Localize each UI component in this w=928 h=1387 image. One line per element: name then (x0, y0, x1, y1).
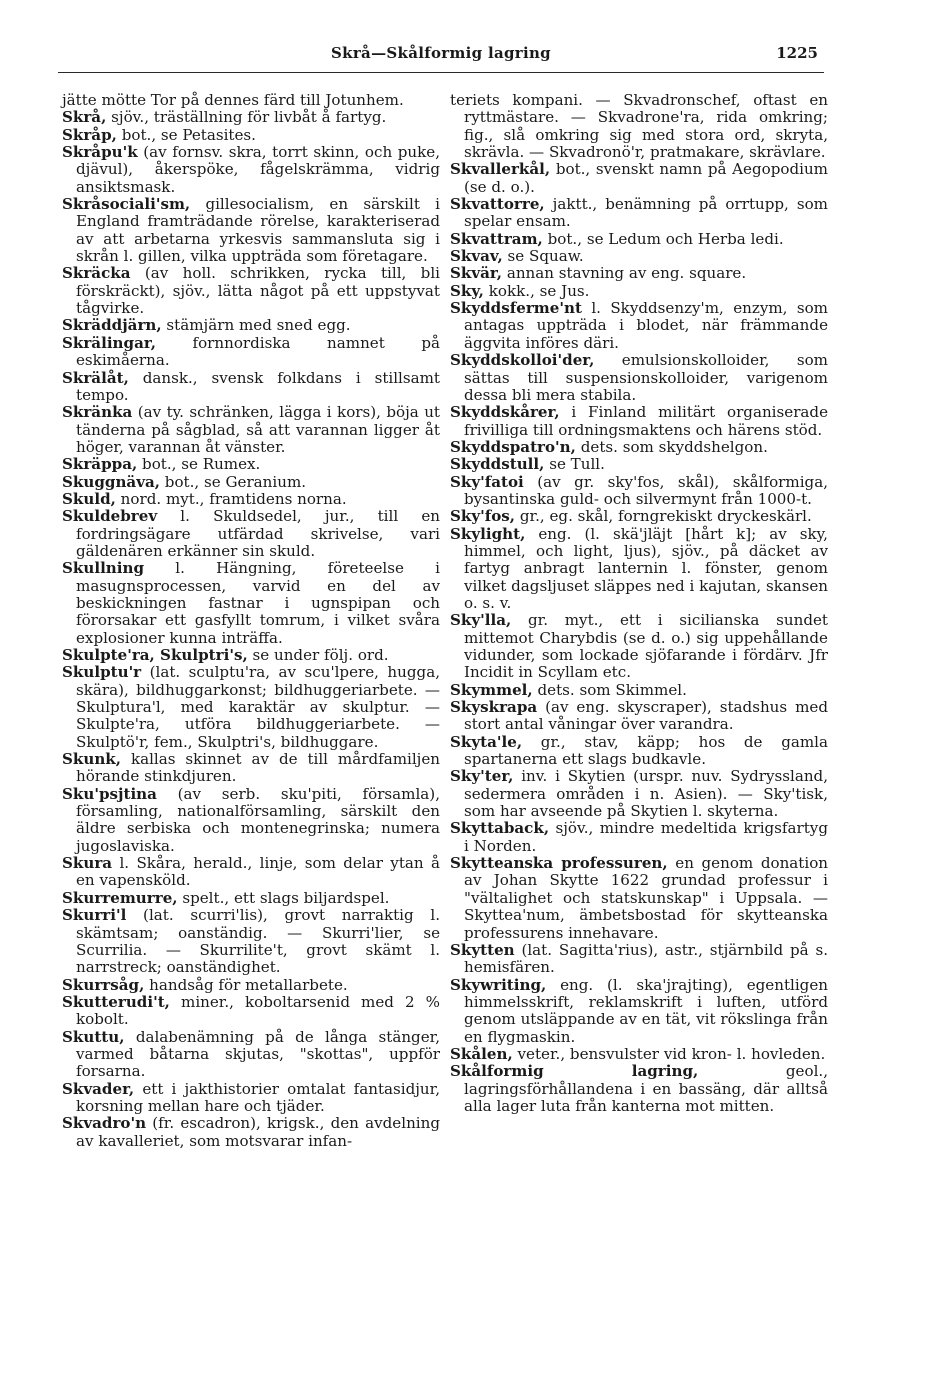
dictionary-entry (450, 682, 828, 699)
entry-headword: Skunk, (62, 750, 122, 769)
entry-headword: Skvav, (450, 247, 503, 266)
entry-headword: Skylight, (450, 524, 526, 543)
dictionary-entry (450, 196, 828, 231)
dictionary-entry (450, 699, 828, 734)
entry-headword: Skura (62, 854, 113, 873)
entry-headword: Skräppa, (62, 455, 138, 474)
dictionary-entry (62, 335, 440, 370)
entry-definition: stämjärn med sned egg. (161, 316, 351, 335)
dictionary-entry (62, 404, 440, 456)
entry-definition: nord. myt., framtidens norna. (115, 489, 347, 508)
entry-definition: gr. myt., ett i sicilianska sundet mittemot Charybdis (se d. o.) sig uppehållande vidunder, som lockade sjöfarande i fördärv. Jfr Incidit in Scyllam etc. (464, 611, 828, 682)
entry-definition: teriets kompani. — Skvadronschef, oftast en ryttmästare. — Skvadrone'ra, rida omkring; fig., slå omkring sig med stora ord, skryta, skrävla. — Skvadronö'r, pratmakare, skrävlare. (450, 91, 828, 162)
entry-definition: inv. i Skytien (urspr. nuv. Sydryssland, sedermera områden i n. Asien). — Sky'tisk, som har avseende på Skytien l. skyterna. (464, 767, 828, 821)
entry-headword: Skuldebrev (62, 507, 158, 526)
entry-headword: Skränka (62, 403, 133, 422)
dictionary-entry (62, 647, 440, 664)
dictionary-entry (62, 855, 440, 890)
entry-definition: se under följ. ord. (247, 646, 389, 664)
dictionary-entry (450, 283, 828, 300)
entry-definition: (lat. sculptu'ra, av scu'lpere, hugga, skära), bildhuggarkonst; bildhuggeriarbete. — Skulptura'l, med karaktär av skulptur. — Skulpte'ra, utföra bildhuggeriarbete. — Skulptö'r, fem., Skulptri's, bildhuggare. (76, 663, 440, 751)
dictionary-entry (62, 560, 440, 647)
entry-headword: Skyttaback, (450, 819, 550, 838)
dictionary-entry (450, 526, 828, 613)
entry-definition: sjöv., träställning för livbåt å fartyg. (106, 108, 387, 127)
entry-definition: dets. som Skimmel. (532, 680, 687, 699)
dictionary-entry (62, 265, 440, 317)
entry-definition: en genom donation av Johan Skytte 1622 grundad professur i "vältalighet och statskunskap" i Uppsala. — Skyttea'num, ämbetsbostad för skytteanska professurens innehavare. (464, 854, 829, 942)
dictionary-entry (450, 508, 828, 525)
entry-headword: Skyddspatro'n, (450, 437, 576, 456)
dictionary-entry (450, 977, 828, 1046)
dictionary-entry (62, 109, 440, 126)
entry-headword: Skurremurre, (62, 888, 178, 907)
dictionary-entry (450, 265, 828, 282)
dictionary-entry (62, 196, 440, 265)
entry-headword: Skvader, (62, 1079, 135, 1098)
running-head: Skrå—Skålformig lagring (331, 44, 551, 62)
entry-definition: l. Skyddsenzy'm, enzym, som antagas uppträda i blodet, när främmande äggvita införes däri. (464, 299, 828, 352)
entry-definition: eng. (l. skä'jläjt [hårt k]; av sky, himmel, och light, ljus), sjöv., på däcket av fartyg anbragt lanternin l. fönster, genom vilket dagsljuset släppes ned i kajutan, skansen o. s. v. (464, 524, 829, 612)
entry-headword: Sky'lla, (450, 611, 512, 630)
entry-headword: Skålen, (450, 1044, 513, 1063)
dictionary-entry (62, 907, 440, 976)
entry-headword: Sky'fos, (450, 507, 516, 526)
entry-definition: dansk., svensk folkdans i stillsamt tempo. (76, 368, 440, 404)
dictionary-entry (62, 144, 440, 196)
dictionary-entry (450, 942, 828, 977)
entry-headword: Skulptu'r (62, 663, 142, 682)
entry-definition: handsåg för metallarbete. (144, 975, 348, 994)
dictionary-entry (62, 370, 440, 405)
entry-definition: gillesocialism, en särskilt i England framträdande rörelse, karakteriserad av att arbetarna yrkesvis sammansluta sig i skrån l. gillen, vilka uppträda som företagare. (76, 195, 440, 266)
header-rule (58, 72, 824, 73)
dictionary-entry (450, 456, 828, 473)
dictionary-entry (62, 474, 440, 491)
entry-headword: Skyta'le, (450, 732, 523, 751)
entry-headword: Skvär, (450, 264, 503, 283)
page-number: 1225 (776, 44, 818, 62)
entry-definition: bot., se Ledum och Herba ledi. (542, 229, 784, 248)
dictionary-entry (450, 734, 828, 769)
entry-definition: annan stavning av eng. square. (502, 264, 747, 283)
dictionary-entry (450, 1063, 828, 1115)
right-column (450, 92, 828, 1115)
entry-headword: Skullning (62, 559, 145, 578)
entry-headword: Skråsociali'sm, (62, 195, 191, 214)
dictionary-entry (450, 855, 828, 942)
dictionary-entry (450, 768, 828, 820)
left-column (62, 92, 440, 1150)
entry-definition: emulsionskolloider, som sättas till suspensionskolloider, varigenom dessa bli mera stabila. (464, 351, 828, 404)
entry-headword: Skutterudi't, (62, 992, 170, 1011)
entry-definition: sjöv., mindre medeltida krigsfartyg i Norden. (464, 819, 828, 855)
dictionary-entry (62, 317, 440, 334)
dictionary-entry (450, 439, 828, 456)
entry-headword: Skrå, (62, 108, 107, 127)
dictionary-entry (62, 994, 440, 1029)
entry-definition: bot., se Petasites. (116, 125, 256, 144)
entry-headword: Sky'fatoi (450, 472, 524, 491)
entry-headword: Sky'ter, (450, 767, 514, 786)
entry-definition: eng. (l. ska'jrajting), egentligen himmelsskrift, reklamskrift i luften, utförd genom utsläppande av en tät, vit rökslinga från en flygmaskin. (464, 975, 828, 1046)
dictionary-entry (450, 300, 828, 352)
entry-definition: (av gr. sky'fos, skål), skålformiga, bysantinska guld- och silvermynt från 1000-t. (464, 472, 828, 508)
entry-definition: (av serb. sku'piti, församla), församling, nationalförsamling, särskilt den äldre serbiska och montenegrinska; numera jugoslaviska. (76, 784, 440, 855)
entry-definition: jätte mötte Tor på dennes färd till Jotunhem. (62, 91, 404, 109)
entry-definition: bot., se Rumex. (137, 455, 261, 474)
dictionary-entry (62, 1081, 440, 1116)
entry-definition: miner., koboltarsenid med 2 % kobolt. (76, 992, 440, 1029)
entry-headword: Skurri'l (62, 906, 127, 925)
entry-definition: bot., svenskt namn på Aegopodium (se d. o.). (464, 160, 828, 196)
entry-headword: Sku'psjtina (62, 784, 157, 803)
entry-definition: jaktt., benämning på orrtupp, som spelar ensam. (464, 195, 828, 231)
entry-definition: (lat. Sagitta'rius), astr., stjärnbild på s. hemisfären. (464, 940, 828, 977)
dictionary-entry (62, 456, 440, 473)
dictionary-entry (62, 977, 440, 994)
dictionary-entry (450, 404, 828, 439)
dictionary-entry (62, 127, 440, 144)
dictionary-entry (450, 248, 828, 265)
dictionary-entry (450, 1046, 828, 1063)
entry-definition: dalabenämning på de långa stänger, varmed båtarna skjutas, "skottas", uppför forsarna. (76, 1027, 440, 1081)
entry-definition: (av ty. schränken, lägga i kors), böja ut tänderna på sågblad, så att varannan ligger åt höger, varannan åt vänster. (76, 403, 440, 456)
entry-definition: kokk., se Jus. (483, 281, 590, 300)
entry-headword: Skymmel, (450, 680, 533, 699)
entry-headword: Skuld, (62, 489, 116, 508)
entry-headword: Skvattorre, (450, 195, 545, 214)
entry-headword: Skrälingar, (62, 333, 156, 352)
entry-headword: Skråpu'k (62, 143, 138, 162)
dictionary-entry (62, 1029, 440, 1081)
dictionary-entry (62, 508, 440, 560)
entry-definition: (av fornsv. skra, torrt skinn, och puke, djävul), åkerspöke, fågelskrämma, vidrig ansiktsmask. (76, 143, 440, 196)
entry-definition: l. Skåra, herald., linje, som delar ytan å en vapensköld. (76, 854, 440, 890)
entry-headword: Skyskrapa (450, 698, 538, 717)
entry-definition: se Tull. (544, 455, 605, 474)
entry-headword: Skyddstull, (450, 455, 545, 474)
entry-headword: Skrälåt, (62, 368, 129, 387)
dictionary-entry (62, 1115, 440, 1150)
entry-headword: Sky, (450, 281, 484, 300)
dictionary-entry (450, 231, 828, 248)
entry-definition: i Finland militärt organiserade frivilliga till ordningsmaktens och härens stöd. (464, 403, 828, 439)
entry-definition: geol., lagringsförhållandena i en bassäng, där alltså alla lager luta från kanterna mot mitten. (464, 1062, 828, 1115)
entry-headword: Skvadro'n (62, 1114, 147, 1133)
entry-definition: kallas skinnet av de till mårdfamiljen hörande stinkdjuren. (76, 750, 440, 786)
dictionary-entry (62, 491, 440, 508)
entry-definition: se Squaw. (502, 247, 584, 266)
entry-headword: Skulpte'ra, Skulptri's, (62, 646, 248, 664)
entry-definition: veter., bensvulster vid kron- l. hovleden. (512, 1044, 826, 1063)
dictionary-entry (450, 161, 828, 196)
entry-definition: dets. som skyddshelgon. (575, 437, 768, 456)
entry-headword: Skräddjärn, (62, 316, 162, 335)
entry-headword: Skyddsferme'nt (450, 299, 582, 318)
page-header (60, 44, 822, 70)
dictionary-entry (450, 612, 828, 681)
entry-headword: Skråp, (62, 125, 117, 144)
entry-headword: Skywriting, (450, 975, 547, 994)
entry-headword: Skyddskolloi'der, (450, 351, 595, 370)
dictionary-entry (450, 352, 828, 404)
entry-definition: gr., eg. skål, forngrekiskt dryckeskärl. (515, 507, 812, 526)
dictionary-entry (450, 474, 828, 509)
entry-definition: bot., se Geranium. (160, 472, 307, 491)
dictionary-entry (450, 820, 828, 855)
entry-definition: (av eng. skyscraper), stadshus med stort antal våningar över varandra. (464, 698, 828, 734)
dictionary-entry (62, 751, 440, 786)
dictionary-entry (62, 92, 440, 109)
entry-headword: Skvallerkål, (450, 160, 551, 179)
entry-definition: fornnordiska namnet på eskimåerna. (76, 333, 440, 370)
entry-headword: Skurrsåg, (62, 975, 145, 994)
entry-definition: ett i jakthistorier omtalat fantasidjur, korsning mellan hare och tjäder. (76, 1079, 440, 1115)
entry-definition: gr., stav, käpp; hos de gamla spartanerna ett slags budkavle. (464, 732, 828, 769)
entry-headword: Skytten (450, 940, 515, 959)
entry-definition: (fr. escadron), krigsk., den avdelning av kavalleriet, som motsvarar infan- (76, 1114, 440, 1150)
entry-headword: Skuggnäva, (62, 472, 160, 491)
entry-headword: Skytteanska professuren, (450, 854, 668, 873)
entry-headword: Skuttu, (62, 1027, 125, 1046)
entry-definition: l. Skuldsedel, jur., till en fordringsägare utfärdad skrivelse, vari gäldenären erkänner sin skuld. (76, 507, 440, 560)
dictionary-entry (62, 664, 440, 751)
dictionary-entry (62, 890, 440, 907)
entry-definition: (av holl. schrikken, rycka till, bli förskräckt), sjöv., lätta något på ett uppstyvat tågvirke. (76, 264, 440, 318)
dictionary-entry (62, 786, 440, 855)
entry-headword: Skålformig lagring, (450, 1062, 699, 1081)
entry-headword: Skyddskårer, (450, 403, 560, 422)
entry-definition: spelt., ett slags biljardspel. (177, 888, 390, 907)
dictionary-entry (450, 92, 828, 161)
entry-headword: Skvattram, (450, 229, 543, 248)
entry-definition: l. Hängning, företeelse i masugnsprocessen, varvid en del av beskickningen fastnar i ugnspipan och förorsakar ett gasfyllt tomrum, i vilket svåra explosioner kunna inträffa. (76, 559, 440, 647)
entry-headword: Skräcka (62, 264, 131, 283)
entry-definition: (lat. scurri'lis), grovt narraktig l. skämtsam; oanständig. — Skurri'lier, se Scurrilia. — Skurrilite't, grovt skämt l. narrstreck; oanständighet. (76, 906, 440, 977)
